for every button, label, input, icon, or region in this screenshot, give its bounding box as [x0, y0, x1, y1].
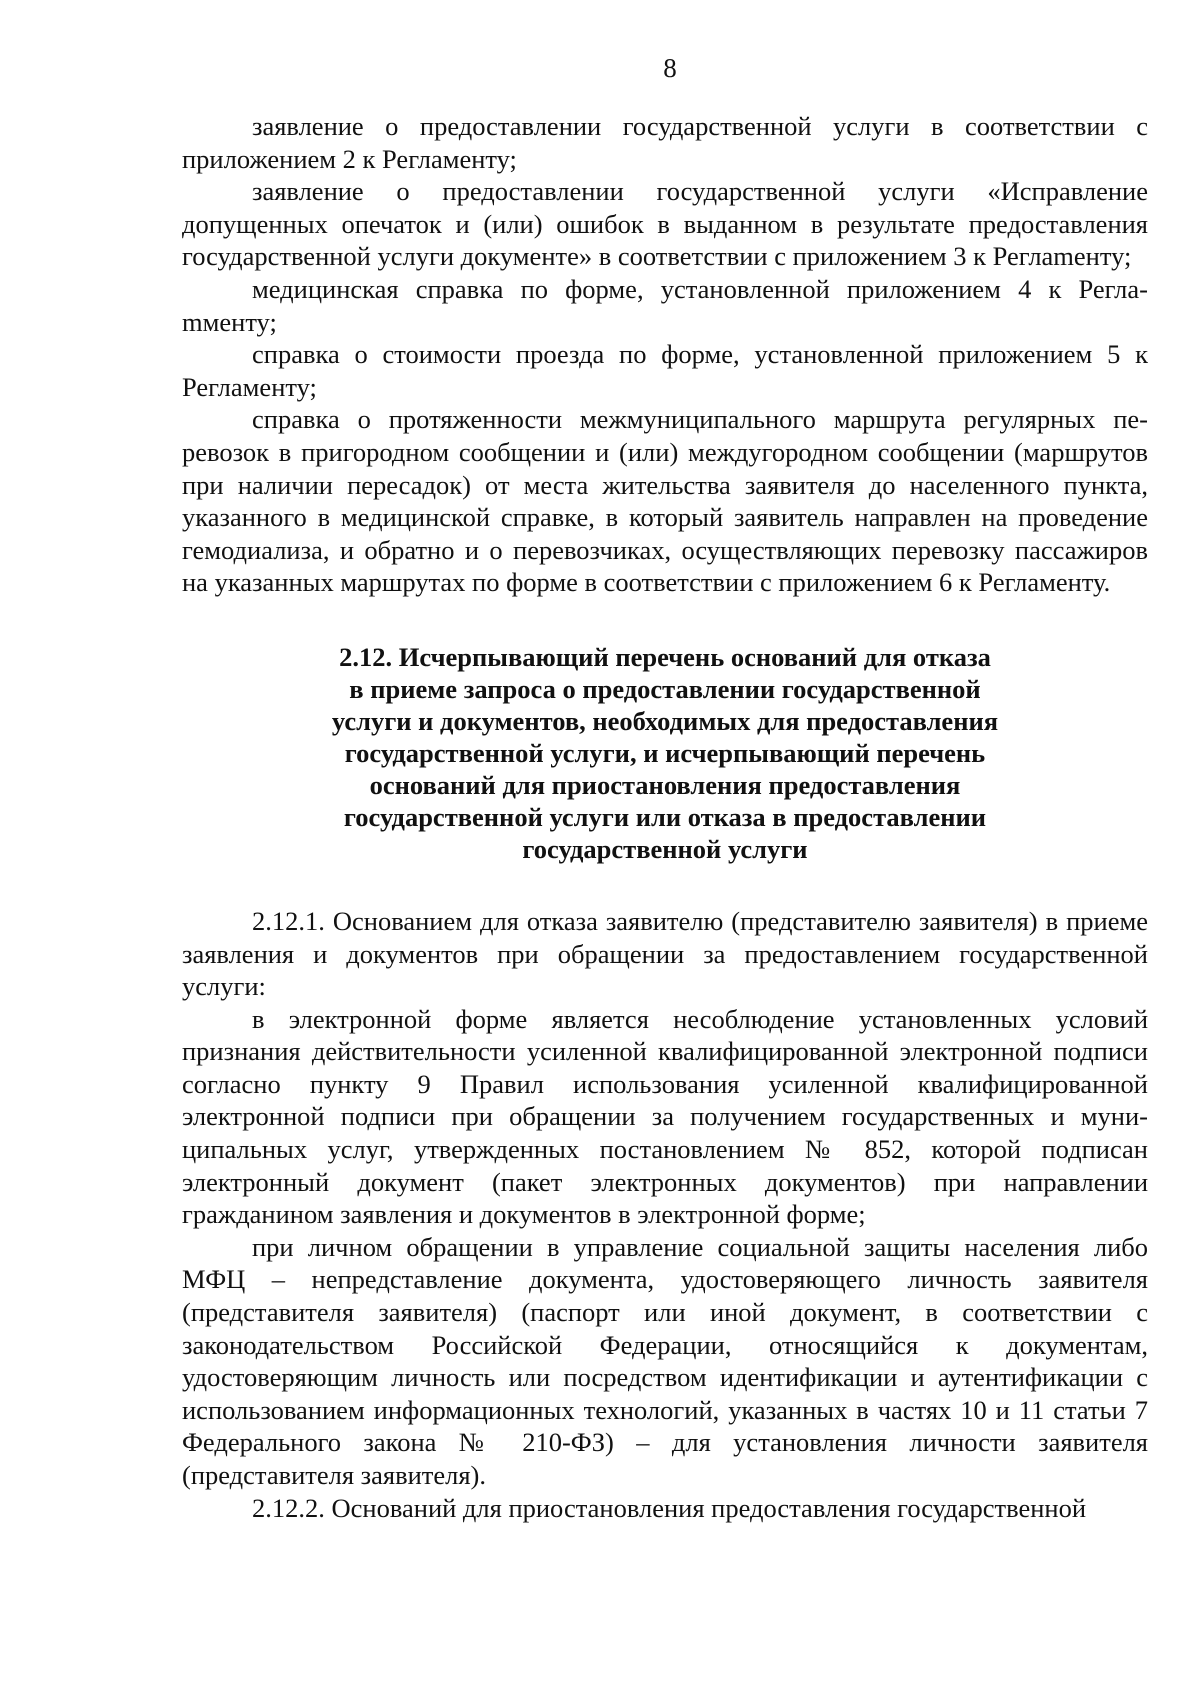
section-heading-line: услуги и документов, необходимых для предоставления: [331, 705, 999, 736]
document-body: [182, 110, 1148, 1524]
paragraph-electronic-form: в электронной форме является несоблюдение установленных условий признания действительности усиленной квалифицированной электронной подписи согласно пункту 9 Правил использования усиленной квалифицированной электронной подписи при обращении за получением государственных и муниципальных услуг, утвержденных постановлением № 852, которой подписан электронный документ (пакет электронных документов) при направлении гражданином заявления и документов в электронной форме;: [182, 1003, 1148, 1230]
paragraph-route-length-certificate: справка о протяженности межмуниципального маршрута регулярных перевозок в пригородном сообщении и (или) междугородном сообщении (маршрутов при наличии пересадок) от места жительства заявителя до населенного пункта, указанного в медицинской справке, в который заявитель направлен на проведение гемодиализа, и обратно и о перевозчиках, осуществляющих перевозку пассажиров на указанных маршрутах по форме в соответствии с приложением 6 к Регламенту.: [182, 404, 1148, 598]
paragraph-travel-cost-certificate: справка о стоимости проезда по форме, установленной приложением 5 к Регламенту;: [182, 339, 1148, 402]
paragraph-medical-certificate: медицинская справка по форме, установленной приложением 4 к Реглаmменту;: [182, 273, 1148, 337]
paragraph-2-12-2: 2.12.2. Оснований для приостановления предоставления государственной: [252, 1492, 1087, 1523]
section-heading-line: оснований для приостановления предоставления: [369, 769, 961, 800]
section-heading-line: 2.12. Исчерпывающий перечень оснований для отказа: [339, 641, 991, 672]
paragraph-2-12-1: 2.12.1. Основанием для отказа заявителю (представителю заявителя) в приеме заявления и документов при обращении за предоставлением государственной услуги:: [182, 905, 1148, 1002]
section-heading-line: государственной услуги, и исчерпывающий перечень: [344, 737, 986, 768]
paragraph-application-appendix-2: заявление о предоставлении государственной услуги в соответствии с приложением 2 к Регламенту;: [182, 111, 1148, 174]
section-heading-line: государственной услуги: [522, 833, 808, 864]
section-heading-line: государственной услуги или отказа в предоставлении: [343, 801, 987, 832]
page-number: 8: [663, 53, 677, 83]
paragraph-personal-appeal: при личном обращении в управление социальной защиты населения либо МФЦ – непредставление документа, удостоверяющего личность заявителя (представителя заявителя) (паспорт или иной документ, в соответствии с законодательством Российской Федерации, относящийся к документам, удостоверяющим личность или посредством идентификации и аутентификации с использованием информационных технологий, указанных в частях 10 и 11 статьи 7 Федерального закона № 210-ФЗ) – для установления личности заявителя (представителя заявителя).: [182, 1231, 1148, 1490]
section-heading-2-12: [182, 641, 1148, 865]
paragraph-application-corrections: заявление о предоставлении государственной услуги «Исправление допущенных опечаток и (или) ошибок в выданном в результате предоставления государственной услуги документе» в соответствии с приложением 3 к Реглаmенту;: [182, 176, 1148, 272]
section-heading-line: в приеме запроса о предоставлении государственной: [349, 673, 981, 704]
